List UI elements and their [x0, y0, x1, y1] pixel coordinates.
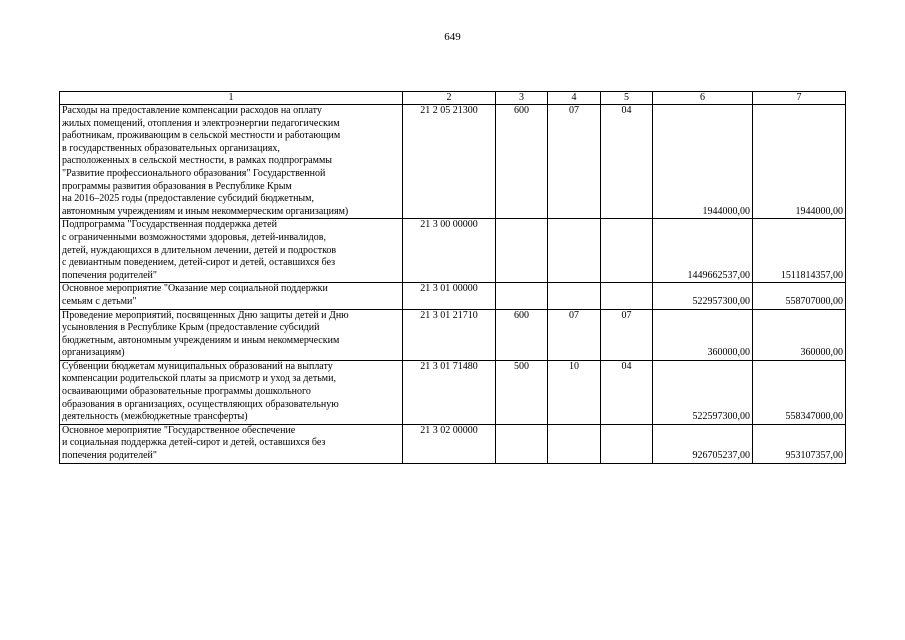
amount-year-1: 522597300,00	[653, 360, 753, 424]
section-code	[548, 424, 601, 463]
expense-type-code: 600	[496, 309, 548, 360]
expense-type-code	[496, 283, 548, 309]
item-name-line: семьям с детьми"	[62, 295, 137, 307]
section-code	[548, 219, 601, 283]
amount-year-2: 558347000,00	[753, 360, 846, 424]
budget-classification-code: 21 2 05 21300	[403, 105, 496, 219]
budget-classification-code: 21 3 00 00000	[403, 219, 496, 283]
budget-classification-code: 21 3 01 71480	[403, 360, 496, 424]
item-name-line: на 2016–2025 годы (предоставление субсидий бюджетным,	[62, 193, 314, 205]
expense-type-code	[496, 424, 548, 463]
subsection-code	[601, 219, 653, 283]
expense-item-name	[60, 360, 403, 424]
expense-item-name	[60, 283, 403, 309]
table-row	[60, 309, 846, 360]
item-name-line: и социальная поддержка детей-сирот и детей, оставшихся без	[62, 437, 326, 449]
expense-item-name	[60, 309, 403, 360]
amount-year-2: 558707000,00	[753, 283, 846, 309]
amount-year-1: 926705237,00	[653, 424, 753, 463]
column-header: 3	[496, 92, 548, 105]
item-name-line: Субвенции бюджетам муниципальных образований на выплату	[62, 360, 333, 372]
column-header: 5	[601, 92, 653, 105]
expense-item-name	[60, 424, 403, 463]
column-header: 7	[753, 92, 846, 105]
table-row	[60, 219, 846, 283]
item-name-line: работникам, проживающим в сельской местности и работающим	[62, 130, 341, 142]
subsection-code: 04	[601, 360, 653, 424]
item-name-line: осваивающими образовательные программы дошкольного	[62, 386, 311, 398]
table-row	[60, 424, 846, 463]
item-name-line: Основное мероприятие "Государственное обеспечение	[62, 424, 296, 436]
section-code: 07	[548, 105, 601, 219]
page-number: 649	[444, 31, 461, 43]
item-name-line: автономным учреждениям и иным некоммерческим организациям)	[62, 205, 349, 217]
budget-classification-code: 21 3 02 00000	[403, 424, 496, 463]
expense-item-name	[60, 105, 403, 219]
expense-type-code: 500	[496, 360, 548, 424]
item-name-line: усыновления в Республике Крым (предоставление субсидий	[62, 322, 320, 334]
item-name-line: с ограниченными возможностями здоровья, детей-инвалидов,	[62, 231, 326, 243]
amount-year-2: 360000,00	[753, 309, 846, 360]
table-row	[60, 105, 846, 219]
item-name-line: программы развития образования в Республике Крым	[62, 180, 292, 192]
subsection-code: 04	[601, 105, 653, 219]
expense-type-code	[496, 219, 548, 283]
amount-year-1: 360000,00	[653, 309, 753, 360]
amount-year-2: 953107357,00	[753, 424, 846, 463]
item-name-line: образования в организациях, осуществляющих образовательную	[62, 398, 339, 410]
expense-item-name	[60, 219, 403, 283]
amount-year-1: 522957300,00	[653, 283, 753, 309]
item-name-line: Основное мероприятие "Оказание мер социальной поддержки	[62, 283, 328, 295]
column-header: 1	[60, 92, 403, 105]
item-name-line: бюджетным, автономным учреждениям и иным некоммерческим	[62, 334, 340, 346]
amount-year-2: 1944000,00	[753, 105, 846, 219]
subsection-code	[601, 424, 653, 463]
section-code	[548, 283, 601, 309]
column-header: 2	[403, 92, 496, 105]
amount-year-1: 1449662537,00	[653, 219, 753, 283]
item-name-line: попечения родителей"	[62, 269, 157, 281]
section-code: 07	[548, 309, 601, 360]
item-name-line: Проведение мероприятий, посвященных Дню защиты детей и Дню	[62, 309, 349, 321]
section-code: 10	[548, 360, 601, 424]
subsection-code: 07	[601, 309, 653, 360]
column-header: 4	[548, 92, 601, 105]
item-name-line: в государственных образовательных организациях,	[62, 142, 280, 154]
subsection-code	[601, 283, 653, 309]
expense-type-code: 600	[496, 105, 548, 219]
item-name-line: попечения родителей"	[62, 450, 157, 462]
budget-classification-code: 21 3 01 21710	[403, 309, 496, 360]
amount-year-2: 1511814357,00	[753, 219, 846, 283]
budget-table	[59, 91, 846, 464]
budget-classification-code: 21 3 01 00000	[403, 283, 496, 309]
item-name-line: "Развитие профессионального образования" Государственной	[62, 167, 326, 179]
item-name-line: с девиантным поведением, детей-сирот и детей, оставшихся без	[62, 257, 336, 269]
item-name-line: расположенных в сельской местности, в рамках подпрограммы	[62, 155, 333, 167]
table-header-row	[60, 92, 846, 105]
amount-year-1: 1944000,00	[653, 105, 753, 219]
column-header: 6	[653, 92, 753, 105]
table-row	[60, 283, 846, 309]
item-name-line: детей, нуждающихся в длительном лечении, детей и подростков	[62, 244, 337, 256]
item-name-line: деятельность (межбюджетные трансферты)	[62, 411, 248, 423]
item-name-line: Подпрограмма "Государственная поддержка детей	[62, 219, 277, 231]
item-name-line: компенсации родительской платы за присмотр и уход за детьми,	[62, 373, 336, 385]
table-row	[60, 360, 846, 424]
item-name-line: организациям)	[62, 347, 125, 359]
item-name-line: жилых помещений, отопления и электроэнергии педагогическим	[62, 117, 340, 129]
item-name-line: Расходы на предоставление компенсации расходов на оплату	[62, 105, 322, 116]
